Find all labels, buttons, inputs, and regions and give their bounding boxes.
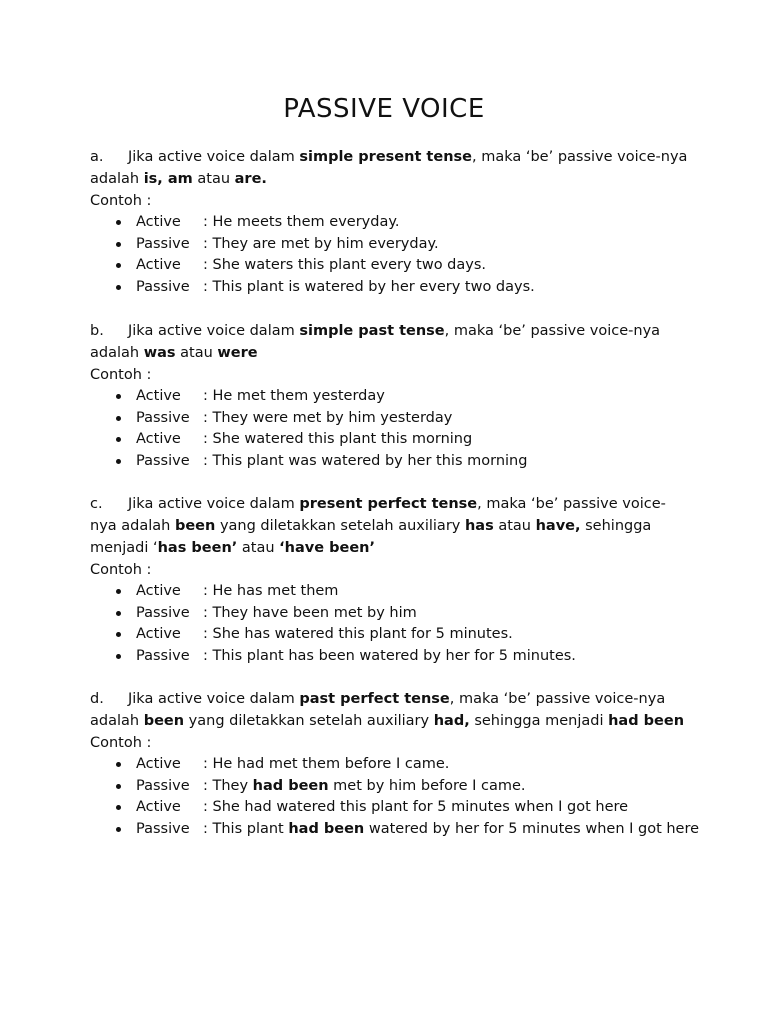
example-label: Passive [136, 453, 190, 470]
example-separator: : [203, 583, 213, 599]
bullet-icon [116, 805, 121, 810]
example-label: Active [136, 257, 181, 274]
example-label: Passive [136, 648, 190, 665]
example-list [90, 754, 700, 841]
contoh-label: Contoh : [90, 367, 152, 383]
example-label: Active [136, 626, 181, 643]
example-separator: : [203, 648, 213, 665]
section-intro [90, 320, 690, 364]
contoh-label: Contoh : [90, 193, 152, 209]
example-label: Active [136, 756, 181, 772]
bullet-icon [116, 459, 121, 464]
example-text: watered by her for 5 minutes when I got here [364, 821, 700, 838]
intro-bold: was [143, 345, 176, 361]
intro-bold: simple present tense [299, 149, 472, 165]
intro-text: yang diletakkan setelah auxiliary [184, 713, 434, 729]
example-item [90, 234, 690, 256]
example-label: Active [136, 388, 181, 404]
intro-bold: past perfect tense [299, 691, 450, 707]
example-item [90, 754, 690, 776]
intro-text: atau [192, 171, 235, 187]
intro-bold: are. [234, 171, 267, 187]
intro-bold: present perfect tense [299, 496, 478, 512]
example-item [90, 408, 690, 430]
example-text: This plant [212, 821, 289, 838]
bullet-icon [116, 784, 121, 789]
intro-text: , maka ‘be’ passive voice-nya adalah [90, 323, 661, 361]
example-separator: : [203, 821, 213, 838]
intro-text: atau [175, 345, 218, 361]
bullet-icon [116, 632, 121, 637]
example-text: They are met by him everyday. [212, 235, 439, 252]
intro-bold: ‘have been’ [279, 540, 375, 556]
example-label: Active [136, 799, 181, 816]
intro-text: , maka ‘be’ passive voice-nya adalah [90, 691, 666, 729]
example-item [90, 386, 690, 408]
example-text: This plant is watered by her every two days. [212, 279, 535, 296]
intro-bold: had, [433, 713, 470, 729]
example-label: Active [136, 431, 181, 448]
intro-text: , maka ‘be’ passive voice-nya adalah [90, 149, 688, 187]
example-separator: : [203, 388, 213, 404]
example-item [90, 797, 690, 819]
example-list [90, 386, 690, 473]
example-separator: : [203, 604, 213, 621]
example-separator: : [203, 279, 213, 296]
bullet-icon [116, 654, 121, 659]
intro-bold: been [174, 518, 216, 534]
section-letter: b. [90, 323, 104, 339]
example-text: He meets them everyday. [212, 214, 400, 230]
example-item [90, 212, 690, 234]
example-text: She has watered this plant for 5 minutes. [212, 626, 513, 643]
section-letter: d. [90, 691, 104, 707]
example-text: He has met them [212, 583, 339, 599]
example-item [90, 277, 690, 299]
example-separator: : [203, 453, 213, 470]
section-d [90, 688, 700, 841]
example-item [90, 581, 690, 603]
intro-text: atau [237, 540, 280, 556]
intro-bold: has been’ [157, 540, 238, 556]
intro-bold: were [217, 345, 258, 361]
example-label: Passive [136, 604, 190, 621]
example-text: They [212, 777, 253, 794]
example-label: Passive [136, 777, 190, 794]
example-text: She had watered this plant for 5 minutes when I got here [212, 799, 629, 816]
section-letter: a. [90, 149, 104, 165]
intro-text: atau [493, 518, 536, 534]
section-b [90, 320, 690, 473]
example-bold: had been [288, 821, 365, 838]
example-separator: : [203, 257, 213, 274]
intro-bold: had been [608, 713, 685, 729]
example-separator: : [203, 431, 213, 448]
bullet-icon [116, 416, 121, 421]
example-text: This plant has been watered by her for 5 minutes. [212, 648, 576, 665]
bullet-icon [116, 242, 121, 247]
example-separator: : [203, 235, 213, 252]
intro-text: yang diletakkan setelah auxiliary [215, 518, 465, 534]
bullet-icon [116, 589, 121, 594]
section-letter: c. [90, 496, 103, 512]
contoh-label: Contoh : [90, 735, 152, 751]
example-label: Active [136, 214, 181, 230]
example-separator: : [203, 756, 213, 772]
bullet-icon [116, 611, 121, 616]
section-c [90, 493, 690, 668]
example-text: He had met them before I came. [212, 756, 450, 772]
intro-bold: simple past tense [299, 323, 445, 339]
example-separator: : [203, 777, 213, 794]
example-separator: : [203, 214, 213, 230]
example-text: She waters this plant every two days. [212, 257, 487, 274]
intro-bold: been [143, 713, 185, 729]
example-bold: had been [252, 777, 329, 794]
intro-text: , maka ‘be’ passive voice-nya adalah [90, 496, 666, 534]
example-text: They were met by him yesterday [212, 409, 453, 426]
page-title: PASSIVE VOICE [283, 94, 485, 124]
example-label: Passive [136, 235, 190, 252]
example-label: Active [136, 583, 181, 599]
example-separator: : [203, 799, 213, 816]
bullet-icon [116, 394, 121, 399]
contoh-label: Contoh : [90, 562, 152, 578]
example-item [90, 819, 700, 841]
bullet-icon [116, 437, 121, 442]
section-intro [90, 493, 690, 559]
section-intro [90, 146, 690, 190]
section-intro [90, 688, 690, 732]
bullet-icon [116, 762, 121, 767]
bullet-icon [116, 285, 121, 290]
example-list [90, 581, 690, 668]
intro-text: sehingga menjadi ‘ [90, 518, 652, 556]
bullet-icon [116, 263, 121, 268]
example-list [90, 212, 690, 299]
example-separator: : [203, 409, 213, 426]
example-item [90, 603, 690, 625]
intro-text: Jika active voice dalam [128, 496, 300, 512]
section-a [90, 146, 690, 299]
intro-text: Jika active voice dalam [128, 323, 300, 339]
example-text: met by him before I came. [328, 777, 526, 794]
intro-bold: have, [535, 518, 581, 534]
example-item [90, 624, 690, 646]
bullet-icon [116, 220, 121, 225]
example-label: Passive [136, 279, 190, 296]
example-label: Passive [136, 821, 190, 838]
example-item [90, 255, 690, 277]
example-item [90, 429, 690, 451]
example-item [90, 776, 690, 798]
example-item [90, 646, 690, 668]
example-text: She watered this plant this morning [212, 431, 473, 448]
bullet-icon [116, 827, 121, 832]
example-separator: : [203, 626, 213, 643]
intro-text: sehingga menjadi [469, 713, 609, 729]
example-text: They have been met by him [212, 604, 417, 621]
intro-bold: has [464, 518, 494, 534]
example-text: He met them yesterday [212, 388, 385, 404]
intro-text: Jika active voice dalam [128, 149, 300, 165]
example-item [90, 451, 690, 473]
intro-bold: is, am [143, 171, 193, 187]
example-text: This plant was watered by her this morning [212, 453, 528, 470]
intro-text: Jika active voice dalam [128, 691, 300, 707]
example-label: Passive [136, 409, 190, 426]
